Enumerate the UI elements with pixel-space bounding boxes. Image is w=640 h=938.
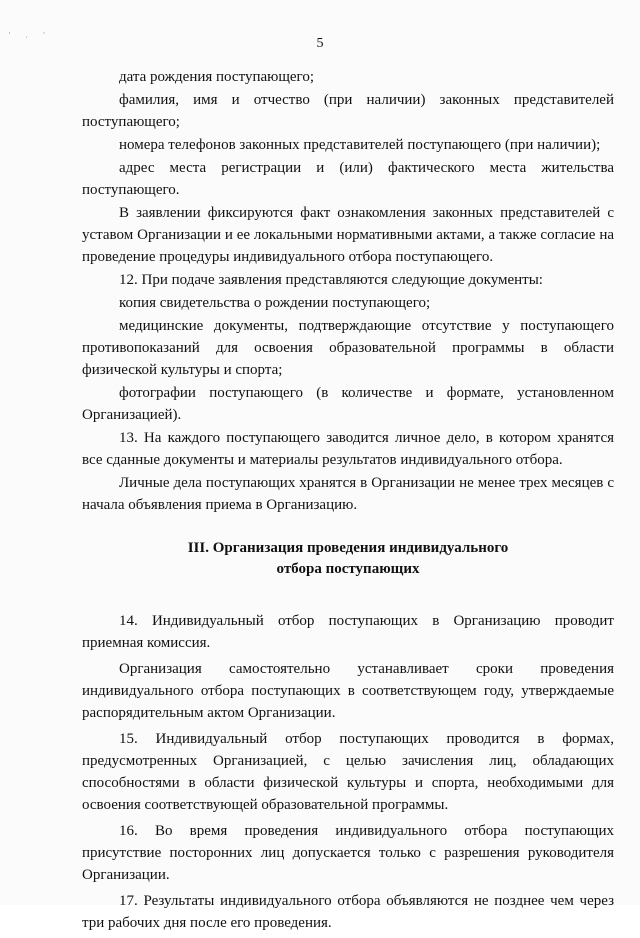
- page-number: 5: [316, 36, 324, 51]
- paragraph: дата рождения поступающего;: [119, 69, 314, 85]
- scan-marks: · ˌ ·: [8, 28, 52, 38]
- section-title-line: отбора поступающих: [276, 561, 420, 577]
- paragraph: фамилия, имя и отчество (при наличии) законных представителей поступающего;: [82, 92, 614, 130]
- paragraph: адрес места регистрации и (или) фактического места жительства поступающего.: [82, 160, 614, 198]
- document-body: [82, 66, 614, 938]
- paragraph: 13. На каждого поступающего заводится личное дело, в котором хранятся все сданные документы и материалы результатов индивидуального отбора.: [82, 430, 614, 468]
- paragraph: 15. Индивидуальный отбор поступающих проводится в формах, предусмотренных Организацией, с целью зачисления лиц, обладающих способностями в области физической культуры и спорта, необходимыми для освоения соответствующей образовательной программы.: [82, 731, 614, 813]
- paragraph: копия свидетельства о рождении поступающего;: [119, 295, 431, 311]
- paragraph: В заявлении фиксируются факт ознакомления законных представителей с уставом Организации и ее локальными нормативными актами, а также согласие на проведение процедуры индивидуального отбора поступающего.: [82, 205, 614, 265]
- paragraph: номера телефонов законных представителей поступающего (при наличии);: [119, 137, 601, 153]
- paragraph: Организация самостоятельно устанавливает сроки проведения индивидуального отбора поступающих в соответствующем году, утверждаемые распорядительным актом Организации.: [82, 661, 614, 721]
- paragraph: 14. Индивидуальный отбор поступающих в Организацию проводит приемная комиссия.: [82, 613, 614, 651]
- paragraph: 17. Результаты индивидуального отбора объявляются не позднее чем через три рабочих дня после его проведения.: [82, 893, 614, 931]
- section-heading: [82, 538, 614, 580]
- paragraph: фотографии поступающего (в количестве и формате, установленном Организацией).: [82, 385, 614, 423]
- paragraph: 12. При подаче заявления представляются следующие документы:: [119, 272, 543, 288]
- paragraph: медицинские документы, подтверждающие отсутствие у поступающего противопоказаний для освоения образовательной программы в области физической культуры и спорта;: [82, 318, 614, 378]
- paragraph: Личные дела поступающих хранятся в Организации не менее трех месяцев с начала объявления приема в Организацию.: [82, 475, 614, 513]
- section-title-line: III. Организация проведения индивидуального: [187, 540, 509, 556]
- paragraph: 16. Во время проведения индивидуального отбора поступающих присутствие посторонних лиц допускается только с разрешения руководителя Организации.: [82, 823, 614, 883]
